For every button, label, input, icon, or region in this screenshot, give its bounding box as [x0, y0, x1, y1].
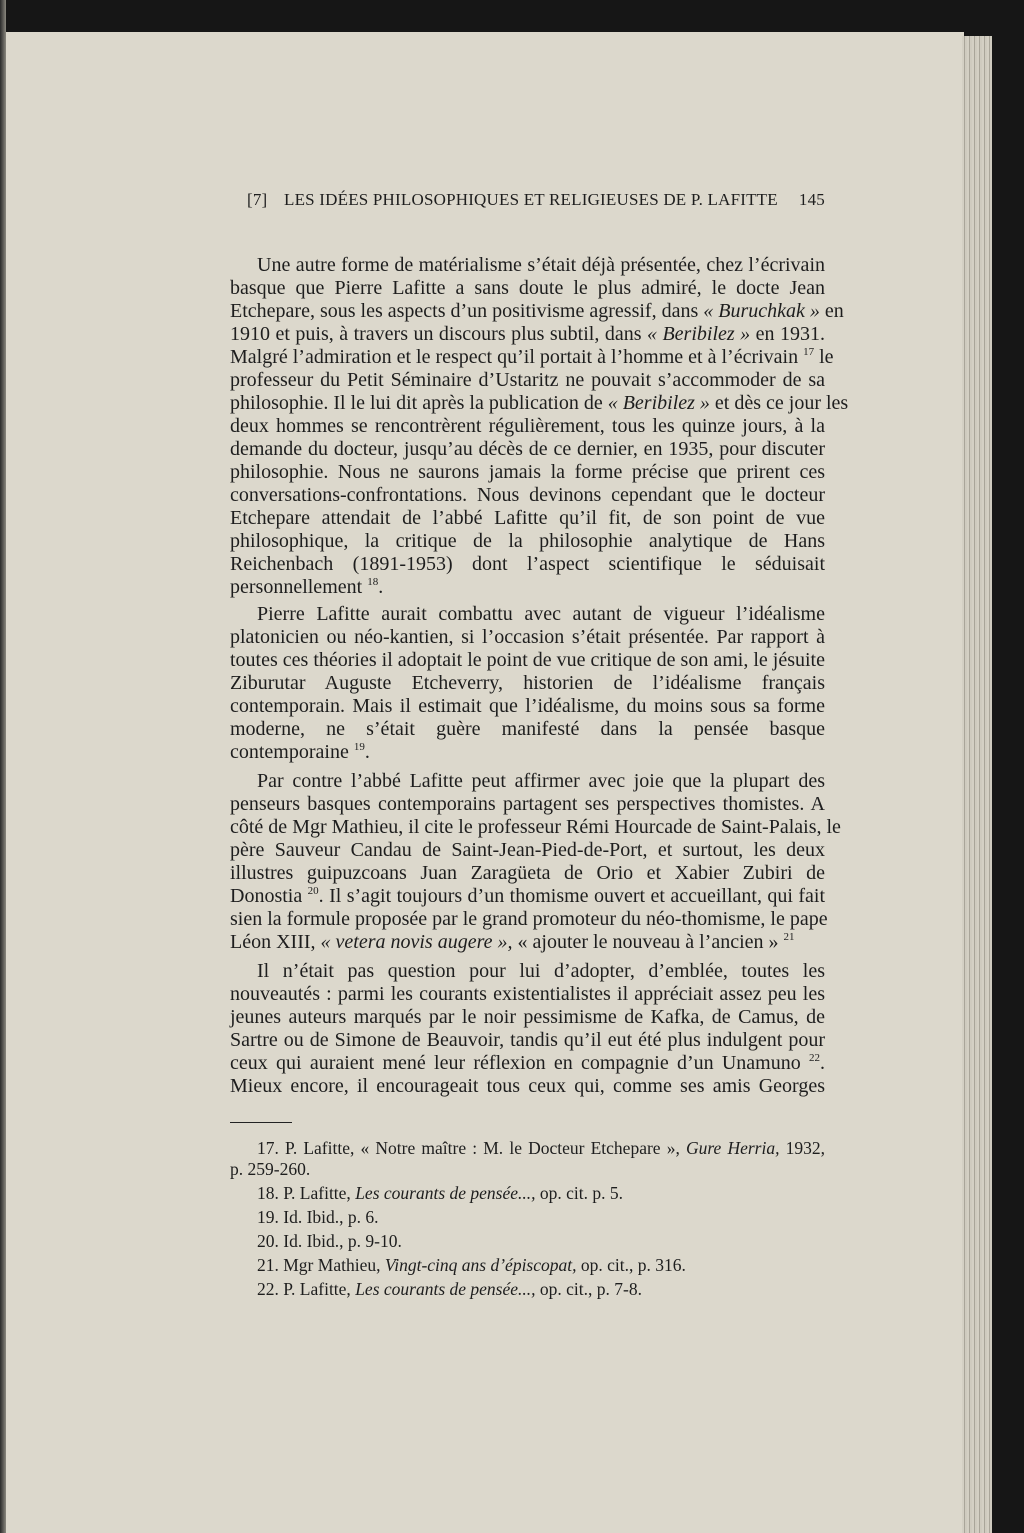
text-span: penseurs basques contemporains partagent ses perspectives thomistes. A — [230, 793, 825, 815]
text-line — [230, 415, 825, 438]
paragraph — [230, 770, 841, 954]
text-span: en 1931. — [750, 323, 825, 345]
text-line — [230, 983, 825, 1006]
text-span: contemporaine — [230, 741, 354, 763]
text-line — [230, 254, 825, 277]
italic-text: « vetera novis augere », — [320, 931, 513, 953]
footnote — [230, 1279, 825, 1300]
text-span: Léon XIII, — [230, 931, 321, 953]
text-span: 17. P. Lafitte, « Notre maître : M. le Docteur Etchepare », — [257, 1138, 686, 1158]
text-line — [230, 438, 825, 461]
text-span: p. 259-260. — [230, 1159, 311, 1179]
text-span: Une autre forme de matérialisme s’était déjà présentée, chez l’écrivain — [257, 254, 825, 276]
footnote — [230, 1255, 825, 1276]
text-span: moderne, ne s’était guère manifesté dans la pensée basque — [230, 718, 825, 740]
text-span: Donostia — [230, 885, 308, 907]
text-line — [230, 323, 825, 346]
text-span: ceux qui auraient mené leur réflexion en compagnie d’un Unamuno — [230, 1052, 809, 1074]
text-span: professeur du Petit Séminaire d’Ustaritz ne pouvait s’accommoder de sa — [230, 369, 825, 391]
text-span: toutes ces théories il adoptait le point de vue critique de son ami, le jésuite — [230, 649, 825, 671]
text-line — [230, 695, 825, 718]
text-span: op. cit., p. 316. — [576, 1255, 686, 1275]
text-span: sien la formule proposée par le grand promoteur du néo-thomisme, le pape — [230, 908, 828, 930]
text-line — [230, 649, 825, 672]
text-span: 1910 et puis, à travers un discours plus subtil, dans — [230, 323, 647, 345]
text-span: philosophique, la critique de la philosophie analytique de Hans — [230, 530, 825, 552]
text-span: . — [820, 1052, 825, 1074]
text-line — [230, 461, 825, 484]
text-span: op. cit., p. 7-8. — [535, 1279, 642, 1299]
italic-text: « Beribilez » — [607, 392, 710, 414]
text-line — [230, 576, 825, 599]
text-span: Pierre Lafitte aurait combattu avec autant de vigueur l’idéalisme — [257, 603, 825, 625]
text-line — [230, 626, 825, 649]
text-span: deux hommes se rencontrèrent régulièrement, tous les quinze jours, à la — [230, 415, 825, 437]
text-span: . — [378, 576, 384, 598]
text-span: Reichenbach (1891-1953) dont l’aspect scientifique le séduisait — [230, 553, 825, 575]
text-line — [230, 553, 825, 576]
text-span: Ziburutar Auguste Etcheverry, historien de l’idéalisme français — [230, 672, 825, 694]
text-line — [230, 1052, 825, 1075]
page-stack-edge — [962, 36, 992, 1533]
text-line — [230, 839, 825, 862]
text-line — [230, 1006, 825, 1029]
text-span: 18. P. Lafitte, — [257, 1183, 356, 1203]
text-line — [230, 300, 844, 323]
footnote-separator — [230, 1122, 292, 1123]
text-line — [230, 369, 825, 392]
footnote — [230, 1231, 825, 1252]
text-line — [230, 862, 825, 885]
text-span: et dès ce jour les — [709, 392, 849, 414]
footnote — [230, 1183, 825, 1204]
text-span: Etchepare attendait de l’abbé Lafitte qu’il fit, de son point de vue — [230, 507, 825, 529]
text-line — [230, 1231, 825, 1252]
footnotes — [230, 1138, 825, 1303]
text-span: personnellement — [230, 576, 368, 598]
footnote-reference[interactable]: 18 — [367, 576, 379, 588]
text-span: 22. P. Lafitte, — [257, 1279, 356, 1299]
text-span: platonicien ou néo-kantien, si l’occasion s’était présentée. Par rapport à — [230, 626, 825, 648]
text-span: le — [814, 346, 834, 368]
text-line — [230, 1279, 825, 1300]
italic-text: « Buruchkak » — [703, 300, 820, 322]
footnote-reference[interactable]: 21 — [783, 931, 795, 943]
text-span: basque que Pierre Lafitte a sans doute le plus admiré, le docte Jean — [230, 277, 825, 299]
footnote — [230, 1138, 825, 1180]
text-span: « ajouter le nouveau à l’ancien » — [512, 931, 784, 953]
text-span: contemporain. Mais il estimait que l’idéalisme, du moins sous sa forme — [230, 695, 825, 717]
text-line — [230, 507, 825, 530]
text-span: Sartre ou de Simone de Beauvoir, tandis qu’il eut été plus indulgent pour — [230, 1029, 825, 1051]
text-line — [230, 741, 825, 764]
text-line — [230, 1075, 825, 1098]
text-span: Il n’était pas question pour lui d’adopter, d’emblée, toutes les — [257, 960, 825, 982]
section-number: [7] — [247, 190, 268, 209]
paragraph — [230, 603, 825, 764]
text-span: 19. Id. Ibid., p. 6. — [257, 1207, 379, 1227]
paragraph — [230, 254, 849, 599]
text-span: père Sauveur Candau de Saint-Jean-Pied-de-Port, et surtout, les deux — [230, 839, 825, 861]
text-span: conversations-confrontations. Nous devinons cependant que le docteur — [230, 484, 825, 506]
running-title: LES IDÉES PHILOSOPHIQUES ET RELIGIEUSES DE P. LAFITTE — [284, 190, 778, 209]
text-span: Etchepare, sous les aspects d’un positivisme agressif, dans — [230, 300, 704, 322]
text-span: demande du docteur, jusqu’au décès de ce dernier, en 1935, pour discuter — [230, 438, 825, 460]
text-line — [230, 672, 825, 695]
text-span: philosophie. Il le lui dit après la publication de — [230, 392, 608, 414]
text-line — [230, 1255, 825, 1276]
text-line — [230, 603, 825, 626]
text-span: en — [819, 300, 844, 322]
footnote-reference[interactable]: 17 — [803, 346, 815, 358]
text-span: Mieux encore, il encourageait tous ceux qui, comme ses amis Georges — [230, 1075, 825, 1097]
text-line — [230, 346, 834, 369]
italic-text: Les courants de pensée..., — [355, 1279, 536, 1299]
text-span: 20. Id. Ibid., p. 9-10. — [257, 1231, 402, 1251]
footnote-reference[interactable]: 22 — [809, 1052, 820, 1064]
paragraph — [230, 960, 825, 1098]
text-line — [230, 277, 825, 300]
text-line — [230, 1159, 825, 1180]
text-line — [230, 793, 825, 816]
text-span: philosophie. Nous ne saurons jamais la forme précise que prirent ces — [230, 461, 825, 483]
text-line — [230, 960, 825, 983]
text-span: 21. Mgr Mathieu, — [257, 1255, 385, 1275]
text-span: Par contre l’abbé Lafitte peut affirmer avec joie que la plupart des — [257, 770, 825, 792]
footnote — [230, 1207, 825, 1228]
running-header — [247, 190, 825, 214]
text-line — [230, 1183, 825, 1204]
text-line — [230, 1207, 825, 1228]
text-line — [230, 770, 825, 793]
footnote-reference[interactable]: 19 — [353, 741, 365, 753]
text-line — [230, 392, 849, 415]
text-span: illustres guipuzcoans Juan Zaragüeta de Orio et Xabier Zubiri de — [230, 862, 825, 884]
text-span: . — [364, 741, 370, 763]
text-line — [230, 484, 825, 507]
text-span: Malgré l’admiration et le respect qu’il portait à l’homme et à l’écrivain — [230, 346, 804, 368]
italic-text: « Beribilez » — [646, 323, 751, 345]
text-span: jeunes auteurs marqués par le noir pessimisme de Kafka, de Camus, de — [230, 1006, 825, 1028]
text-line — [230, 1138, 825, 1159]
text-line — [230, 885, 825, 908]
text-span: nouveautés : parmi les courants existentialistes il appréciait assez peu les — [230, 983, 825, 1005]
text-line — [230, 718, 825, 741]
page-number: 145 — [798, 190, 825, 209]
text-line — [230, 931, 825, 954]
text-line — [230, 908, 828, 931]
text-span: . Il s’agit toujours d’un thomisme ouvert et accueillant, qui fait — [318, 885, 826, 907]
text-line — [230, 530, 825, 553]
italic-text: Vingt-cinq ans d’épiscopat, — [384, 1255, 577, 1275]
text-line — [230, 816, 841, 839]
italic-text: Les courants de pensée..., — [355, 1183, 536, 1203]
text-span: 1932, — [779, 1138, 825, 1158]
text-line — [230, 1029, 825, 1052]
footnote-reference[interactable]: 20 — [307, 885, 319, 897]
text-span: op. cit. p. 5. — [535, 1183, 624, 1203]
text-span: côté de Mgr Mathieu, il cite le professeur Rémi Hourcade de Saint-Palais, le — [230, 816, 841, 838]
italic-text: Gure Herria, — [685, 1138, 780, 1158]
